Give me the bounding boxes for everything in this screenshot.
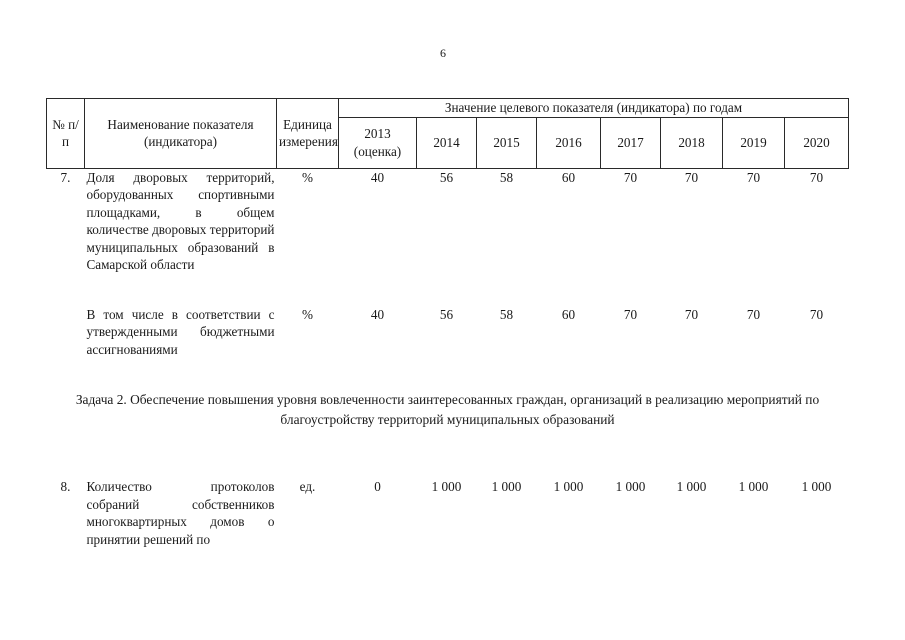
value-cell: 58	[499, 169, 514, 185]
value-cell: 1 000	[801, 479, 832, 494]
row-number: 7.	[60, 169, 71, 185]
row-number	[47, 306, 85, 359]
row-spacer	[47, 274, 849, 306]
header-unit: Единица измерения	[277, 99, 339, 169]
header-year: 2018	[661, 117, 723, 168]
value-cell: 1 000	[615, 479, 646, 494]
value-cell: 1 000	[553, 479, 584, 494]
value-cell: 1 000	[431, 479, 462, 494]
value-cell: 70	[623, 306, 638, 322]
unit-cell: %	[302, 169, 313, 185]
indicator-name: Количество протоколов собраний собственников многоквартирных домов о принятии решений по	[86, 479, 275, 547]
value-cell: 70	[746, 169, 761, 185]
value-cell: 1 000	[676, 479, 707, 494]
value-cell: 40	[370, 306, 385, 322]
header-values-by-year: Значение целевого показателя (индикатора) по годам	[339, 99, 849, 118]
value-cell: 70	[684, 306, 699, 322]
indicator-name: Доля дворовых территорий, оборудованных спортивными площадками, в общем количестве дворовых территорий муниципальных образований в Самарской области	[86, 169, 275, 272]
value-cell: 70	[623, 169, 638, 185]
header-indicator-name: Наименование показателя (индикатора)	[85, 99, 277, 169]
indicator-name: В том числе в соответствии с утвержденными бюджетными ассигнованиями	[86, 306, 275, 357]
indicator-table	[46, 98, 849, 548]
header-year: 2017	[601, 117, 661, 168]
value-cell: 0	[374, 479, 381, 494]
page-number: 6	[440, 46, 446, 60]
unit-cell: ед.	[299, 479, 316, 494]
table-row	[47, 478, 849, 548]
header-year: 2019	[723, 117, 785, 168]
value-cell: 60	[561, 169, 576, 185]
value-cell: 58	[499, 306, 514, 322]
value-cell: 56	[439, 169, 454, 185]
value-cell: 70	[809, 306, 824, 322]
table-row	[47, 306, 849, 359]
value-cell: 70	[746, 306, 761, 322]
header-year: 2020	[785, 117, 849, 168]
header-year: 2015	[477, 117, 537, 168]
row-spacer	[47, 430, 849, 478]
unit-cell: %	[302, 306, 313, 322]
value-cell: 60	[561, 306, 576, 322]
value-cell: 40	[370, 169, 385, 185]
value-cell: 70	[684, 169, 699, 185]
value-cell: 70	[809, 169, 824, 185]
header-number: № п/п	[47, 99, 85, 169]
value-cell: 1 000	[491, 479, 522, 494]
value-cell: 56	[439, 306, 454, 322]
task-heading: Задача 2. Обеспечение повышения уровня вовлеченности заинтересованных граждан, организаций в реализацию мероприятий по благоустройству территорий муниципальных образований	[75, 392, 820, 427]
table-row	[47, 168, 849, 274]
header-year: 2016	[537, 117, 601, 168]
header-year: 2013 (оценка)	[339, 117, 417, 168]
task-heading-row	[47, 390, 849, 430]
header-year: 2014	[417, 117, 477, 168]
value-cell: 1 000	[738, 479, 769, 494]
row-number: 8.	[60, 479, 71, 494]
row-spacer	[47, 358, 849, 390]
